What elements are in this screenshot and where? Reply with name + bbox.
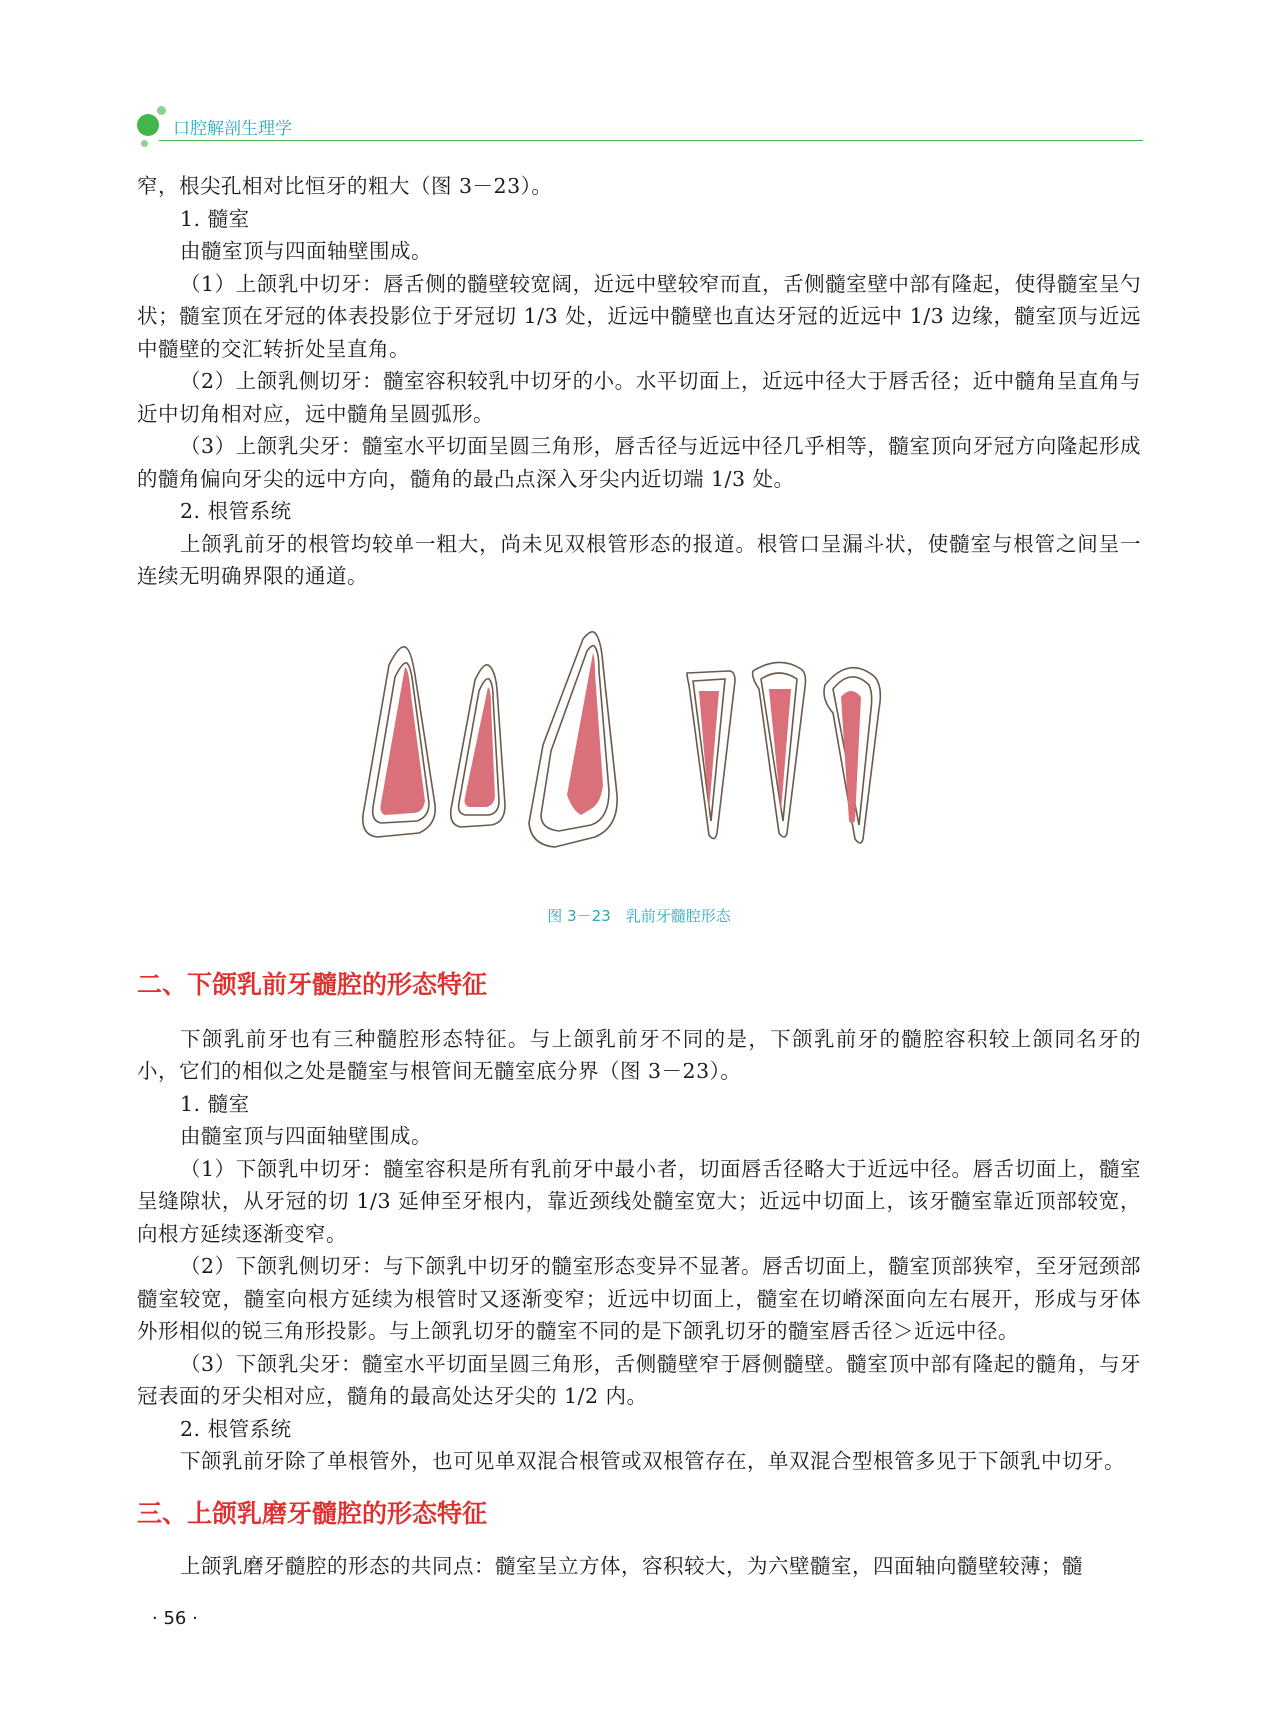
tooth-pulp-illustration [355,625,915,895]
section-3-body [137,1550,1141,1583]
subheading-pulp-chamber: 1. 髓室 [180,1091,250,1116]
page-body [137,170,1141,1582]
body-paragraph: 由髓室顶与四面轴壁围成。 [180,1124,432,1148]
body-paragraph: （3）上颌乳尖牙：髓室水平切面呈圆三角形，唇舌径与近远中径几乎相等，髓室顶向牙冠方向隆起形成的髓角偏向牙尖的远中方向，髓角的最凸点深入牙尖内近切端 1/3 处。 [137,434,1141,491]
body-paragraph: 下颌乳前牙也有三种髓腔形态特征。与上颌乳前牙不同的是，下颌乳前牙的髓腔容积较上颌同名牙的小，它们的相似之处是髓室与根管间无髓室底分界（图 3－23）。 [137,1026,1141,1083]
running-header [133,102,1143,146]
body-paragraph: （2）上颌乳侧切牙：髓室容积较乳中切牙的小。水平切面上，近远中径大于唇舌径；近中髓角呈直角与近中切角相对应，远中髓角呈圆弧形。 [137,369,1141,426]
body-paragraph: 窄，根尖孔相对比恒牙的粗大（图 3－23）。 [137,174,553,198]
subheading-pulp-chamber: 1. 髓室 [180,206,250,231]
page-number: · 56 · [152,1608,198,1629]
subheading-root-canal: 2. 根管系统 [180,499,292,523]
body-paragraph: 由髓室顶与四面轴壁围成。 [180,239,432,263]
header-ornament-tiny-dot [141,140,148,147]
body-paragraph: （1）上颌乳中切牙：唇舌侧的髓壁较宽阔，近远中壁较窄而直，舌侧髓室壁中部有隆起，使得髓室呈勺状；髓室顶在牙冠的体表投影位于牙冠切 1/3 处，近远中髓壁也直达牙冠的近远中 1/3 边缘，髓室顶与近远中髓壁的交汇转折处呈直角。 [137,271,1141,361]
figure-caption: 图 3－23 乳前牙髓腔形态 [547,906,731,925]
header-ornament-small-dot [157,106,166,115]
body-paragraph: 上颌乳前牙的根管均较单一粗大，尚未见双根管形态的报道。根管口呈漏斗状，使髓室与根管之间呈一连续无明确界限的通道。 [137,531,1141,588]
header-ornament-dot [137,114,159,136]
body-paragraph: 上颌乳磨牙髓腔的形态的共同点：髓室呈立方体，容积较大，为六壁髓室，四面轴向髓壁较薄；髓 [180,1553,1083,1578]
section-heading: 三、上颌乳磨牙髓腔的形态特征 [137,1498,488,1528]
pulp-1 [381,667,426,815]
figure-3-23 [137,625,1141,945]
section-2-body [137,1023,1141,1478]
pulp-3 [567,653,603,815]
body-paragraph: （1）下颌乳中切牙：髓室容积是所有乳前牙中最小者，切面唇舌径略大于近远中径。唇舌切面上，髓室呈缝隙状，从牙冠的切 1/3 延伸至牙根内，靠近颈线处髓室宽大；近远中切面上，该牙髓室靠近顶部较宽，向根方延续逐渐变窄。 [137,1156,1141,1246]
body-paragraph: （2）下颌乳侧切牙：与下颌乳中切牙的髓室形态变异不显著。唇舌切面上，髓室顶部狭窄，至牙冠颈部髓室较宽，髓室向根方延续为根管时又逐渐变窄；近远中切面上，髓室在切嵴深面向左右展开，形成与牙体外形相似的锐三角形投影。与上颌乳切牙的髓室不同的是下颌乳切牙的髓室唇舌径＞近远中径。 [137,1254,1141,1343]
section-heading: 二、下颌乳前牙髓腔的形态特征 [137,969,488,999]
header-book-title: 口腔解剖生理学 [173,119,292,139]
body-paragraph: （3）下颌乳尖牙：髓室水平切面呈圆三角形，舌侧髓壁窄于唇侧髓壁。髓室顶中部有隆起的髓角，与牙冠表面的牙尖相对应，髓角的最高处达牙尖的 1/2 内。 [137,1351,1141,1408]
body-paragraph: 下颌乳前牙除了单根管外，也可见单双混合根管或双根管存在，单双混合型根管多见于下颌乳中切牙。 [180,1449,1125,1473]
subheading-root-canal: 2. 根管系统 [180,1416,292,1441]
header-rule [159,140,1143,141]
pulp-6 [841,691,861,823]
